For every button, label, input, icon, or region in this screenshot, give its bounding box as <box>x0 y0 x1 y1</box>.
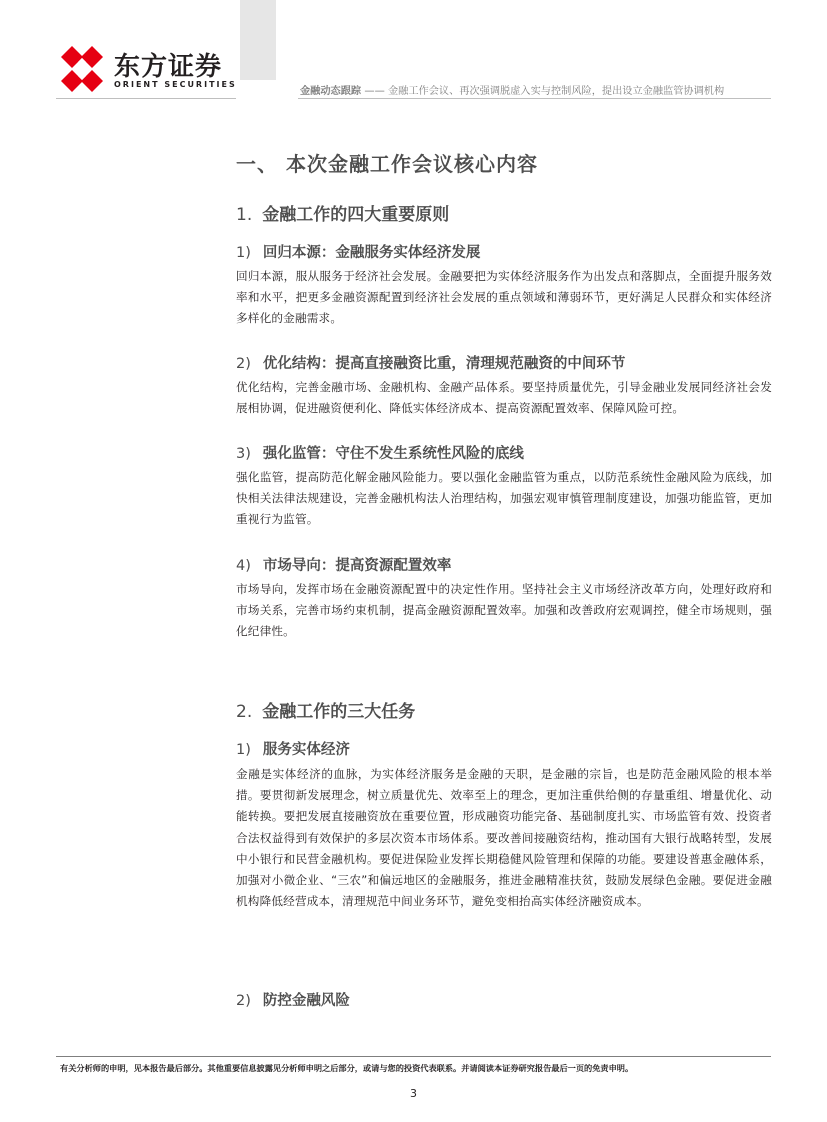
item-title: 强化监管：守住不发生系统性风险的底线 <box>262 446 524 462</box>
item-heading <box>236 352 625 373</box>
report-label: 金融动态跟踪 <box>300 86 362 97</box>
item-heading <box>236 989 350 1010</box>
subsection-number: 1. <box>236 205 253 225</box>
subsection-title: 金融工作的三大任务 <box>262 702 416 722</box>
company-logo <box>56 44 236 94</box>
footer-rule <box>56 1056 771 1057</box>
subsection-heading-principles <box>236 200 449 225</box>
report-header <box>300 82 770 97</box>
item-title: 回归本源：金融服务实体经济发展 <box>262 245 481 261</box>
item-heading <box>236 738 350 759</box>
report-title: 金融工作会议、再次强调脱虚入实与控制风险，提出设立金融监管协调机构 <box>388 86 725 97</box>
item-paragraph: 强化监管，提高防范化解金融风险能力。要以强化金融监管为重点，以防范系统性金融风险为底线，加快相关法律法规建设，完善金融机构法人治理结构，加强宏观审慎管理制度建设，加强功能监管，更加重视行为监管。 <box>236 470 772 527</box>
header-grey-bar <box>240 0 276 80</box>
logo-english-name: ORIENT SECURITIES <box>114 80 237 89</box>
subsection-heading-tasks <box>236 697 415 722</box>
item-number: 1) <box>236 245 251 261</box>
item-paragraph: 优化结构，完善金融市场、金融机构、金融产品体系。要坚持质量优先，引导金融业发展同经济社会发展相协调，促进融资便利化、降低实体经济成本、提高资源配置效率、保障风险可控。 <box>236 380 772 416</box>
header-rule-left <box>56 98 236 99</box>
logo-mark-icon <box>56 44 108 94</box>
subsection-number: 2. <box>236 702 253 722</box>
header-rule-right <box>298 98 771 99</box>
section-title: 一、 本次金融工作会议核心内容 <box>236 152 538 176</box>
item-title: 服务实体经济 <box>262 742 350 758</box>
item-title: 市场导向：提高资源配置效率 <box>262 558 452 574</box>
item-number: 1) <box>236 742 251 758</box>
item-number: 2) <box>236 993 251 1009</box>
item-paragraph: 金融是实体经济的血脉，为实体经济服务是金融的天职，是金融的宗旨，也是防范金融风险的根本举措。要贯彻新发展理念，树立质量优先、效率至上的理念，更加注重供给侧的存量重组、增量优化、动能转换。要把发展直接融资放在重要位置，形成融资功能完备、基础制度扎实、市场监管有效、投资者合法权益得到有效保护的多层次资本市场体系。要改善间接融资结构，推动国有大银行战略转型，发展中小银行和民营金融机构。要促进保险业发挥长期稳健风险管理和保障的功能。要建设普惠金融体系，加强对小微企业、“三农”和偏远地区的金融服务，推进金融精准扶贫，鼓励发展绿色金融。要促进金融机构降低经营成本，清理规范中间业务环节，避免变相抬高实体经济融资成本。 <box>236 767 772 909</box>
item-number: 2) <box>236 356 251 372</box>
item-heading <box>236 442 524 463</box>
item-heading <box>236 554 451 575</box>
subsection-title: 金融工作的四大重要原则 <box>262 205 450 225</box>
header-separator: —— <box>364 86 385 97</box>
logo-chinese-name: 东方证券 <box>114 52 223 82</box>
item-number: 4) <box>236 558 251 574</box>
footer-disclaimer: 有关分析师的申明，见本报告最后部分。其他重要信息披露见分析师申明之后部分，或请与您的投资代表联系。并请阅读本证券研究报告最后一页的免责申明。 <box>60 1063 634 1073</box>
item-paragraph: 市场导向，发挥市场在金融资源配置中的决定性作用。坚持社会主义市场经济改革方向，处理好政府和市场关系，完善市场约束机制，提高金融资源配置效率。加强和改善政府宏观调控，健全市场规则，强化纪律性。 <box>236 582 772 639</box>
item-number: 3) <box>236 446 251 462</box>
item-paragraph: 回归本源，服从服务于经济社会发展。金融要把为实体经济服务作为出发点和落脚点，全面提升服务效率和水平，把更多金融资源配置到经济社会发展的重点领域和薄弱环节，更好满足人民群众和实体经济多样化的金融需求。 <box>236 269 772 326</box>
item-title: 优化结构：提高直接融资比重，清理规范融资的中间环节 <box>262 356 626 372</box>
item-title: 防控金融风险 <box>262 993 350 1009</box>
item-heading <box>236 241 480 262</box>
page-number: 3 <box>410 1087 417 1100</box>
